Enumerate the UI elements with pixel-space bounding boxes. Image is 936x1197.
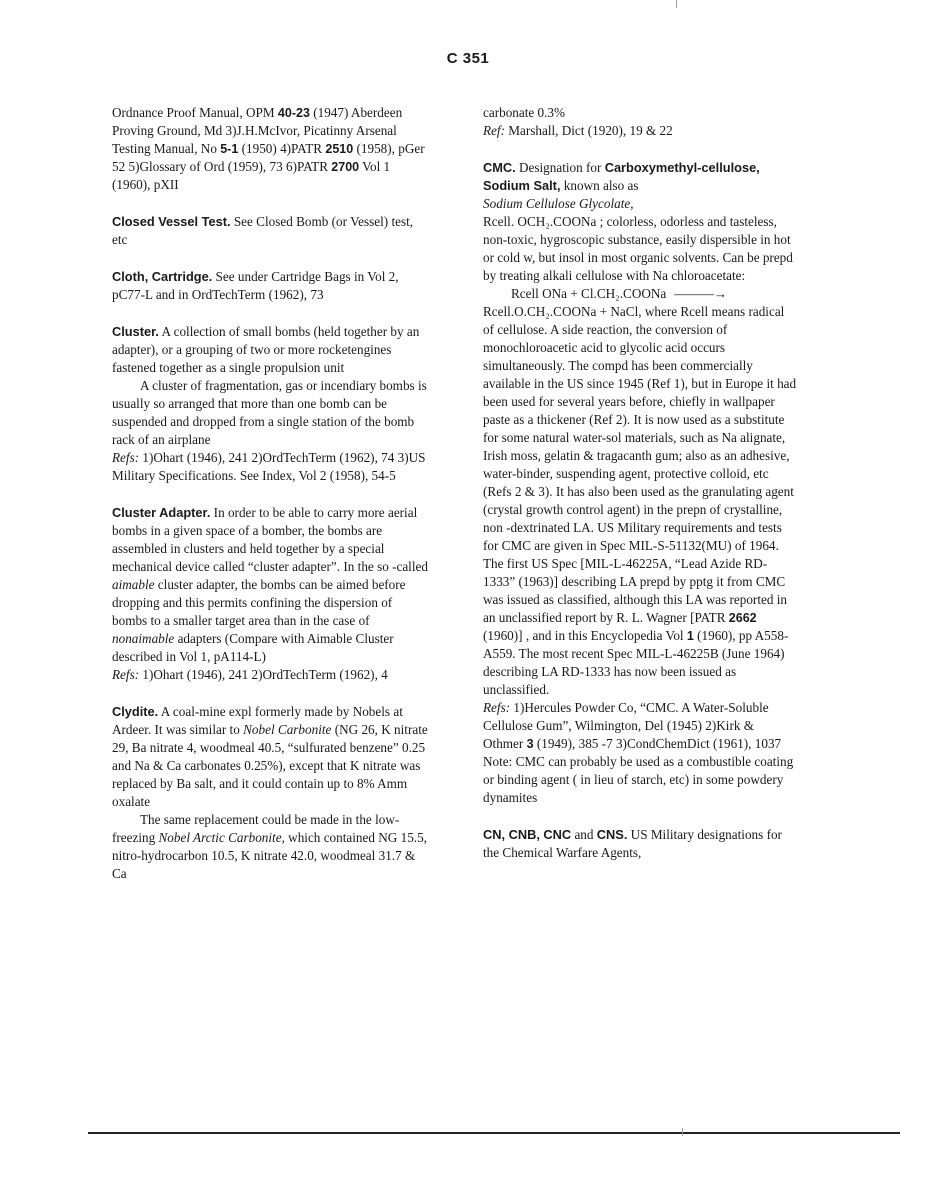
entry-heading: Clydite. <box>112 704 159 719</box>
entry-heading: CNS. <box>596 827 628 842</box>
refs-text: 1)Ohart (1946), 241 2)OrdTechTerm (1962), 74 3)US Military Specifications. See Index, Vol 2 (1958), 54-5 <box>112 450 426 483</box>
scan-mark <box>682 1128 683 1136</box>
entry-text: See Closed Bomb (or Vessel) test, etc <box>112 214 414 247</box>
entry-text: See under Cartridge Bags in Vol 2, pC77-L and in OrdTechTerm (1962), 73 <box>112 269 399 302</box>
page-header: C 351 <box>446 50 490 67</box>
entry-text: A cluster of fragmentation, gas or incendiary bombs is usually so arranged that more than one bomb can be suspended and dropped from a single station of the bomb rack of an airplane <box>112 378 427 447</box>
note-text: Note: CMC can probably be used as a combustible coating or binding agent ( in lieu of starch, etc) in some powdery dynamites <box>483 754 794 805</box>
bottom-rule <box>88 1132 900 1134</box>
entry-text: A collection of small bombs (held together by an adapter), or a grouping of two or more rocketengines fastened together as a single propulsion unit <box>112 324 420 375</box>
entry-heading: CMC. <box>483 160 516 175</box>
entry-continuation <box>112 104 428 194</box>
entry-cluster-adapter: Cluster Adapter. In order to be able to carry more aerial bombs in a given space of a bomber, the bombs are assembled in clusters and held together by a special mechanical device called “cluster adapter”. In the so -called aimable cluster adapter, the bombs can be aimed before dropping and this permits confining the dispersion of bombs to a smaller target area than in the case of nonaimable adapters (Compare with Aimable Cluster described in Vol 1, pA114-L) Refs: 1)Ohart (1946), 241 2)OrdTechTerm (1962), 4 <box>112 505 428 682</box>
right-column <box>483 104 797 881</box>
entry-clydite: Clydite. A coal-mine expl formerly made by Nobels at Ardeer. It was similar to Nobel Carbonite (NG 26, K nitrate 29, Ba nitrate 4, woodmeal 40.5, “sulfurated benzene” 0.25 and Na & Ca carbonates 0.25%), except that K nitrate was replaced by Ba salt, and it could contain up to 8% Amm oxalate The same replacement could be made in the low-freezing Nobel Arctic Carbonite, which contained NG 15.5, nitro-hydrocarbon 10.5, K nitrate 42.0, woodmeal 31.7 & Ca <box>112 704 428 881</box>
refs-text: Marshall, Dict (1920), 19 & 22 <box>504 123 673 138</box>
continuation-text: carbonate 0.3% <box>483 105 566 120</box>
arrow-icon: ———→ <box>674 286 727 301</box>
entry-heading: Closed Vessel Test. <box>112 214 231 229</box>
continuation-text: Ordnance Proof Manual, OPM 40-23 (1947) Aberdeen Proving Ground, Md 3)J.H.McIvor, Picatinny Arsenal Testing Manual, No 5-1 (1950) 4)PATR 2510 (1958), pGer 52 5)Glossary of Ord (1959), 73 6)PATR 2700 Vol 1 (1960), pXII <box>112 105 425 192</box>
entry-cn: CN, CNB, CNC and CNS. US Military designations for the Chemical Warfare Agents, <box>483 827 782 860</box>
chemical-equation: Rcell ONa + Cl.CH₂.COONa ———→ <box>511 286 727 301</box>
entry-heading: Cluster. <box>112 324 159 339</box>
scan-mark <box>676 0 677 8</box>
entry-continuation-right <box>483 104 797 140</box>
refs-text: 1)Ohart (1946), 241 2)OrdTechTerm (1962), 4 <box>139 667 388 682</box>
entry-heading: CN, CNB, CNC <box>483 827 572 842</box>
entry-closed-vessel-test <box>112 213 428 249</box>
entry-cmc: CMC. Designation for Carboxymethyl-cellulose, Sodium Salt, known also as Sodium Cellulose Glycolate, Rcell. OCH₂.COONa ; colorless, odorless and tasteless, non-toxic, hygroscopic substance, easily dispersible in hot or cold w, but insol in most organic solvents. Can be prepd by treating alkali cellulose with Na chloroacetate: Rcell ONa + Cl.CH₂.COONa ———→ Rcell.O.CH₂.COONa + NaCl, where Rcell means radical of cellulose. A side reaction, the conversion of monochloroacetic acid to glycolic acid occurs simultaneously. The compd has been commercially available in the US since 1945 (Ref 1), but in Europe it had been used for several years before, chiefly in wallpaper paste as a thickener (Ref 2). It is now used as a substitute for some natural water-sol materials, such as Na alignate, Irish moss, gelatin & tragacanth gum; also as an adhesive, water-binder, suspending agent, protective colloid, etc (Refs 2 & 3). It has also been used as the granulating agent (crystal growth control agent) in the prepn of crystalline, non -dextrinated LA. US Military requirements and tests for CMC are given in Spec MIL-S-51132(MU) of 1964. The first US Spec [MIL-L-46225A, “Lead Azide RD-1333” (1963)] describing LA prepd by pptg it from CMC was issued as classified, although this LA was reported in an unclassified report by R. L. Wagner [PATR 2662 (1960)] , and in this Encyclopedia Vol 1 (1960), pp A558-A559. The most recent Spec MIL-L-46225B (June 1964) describing LA RD-1333 has now been issued as unclassified. Refs: 1)Hercules Powder Co, “CMC. A Water-Soluble Cellulose Gum”, Wilmington, Del (1945) 2)Kirk & Othmer 3 (1949), 385 -7 3)CondChemDict (1961), 1037 Note: CMC can probably be used as a combustible coating or binding agent ( in lieu of starch, etc) in some powdery dynamites <box>483 160 797 805</box>
entry-cluster <box>112 323 428 485</box>
refs-label: Refs: <box>112 450 140 465</box>
refs-label: Ref: <box>483 123 505 138</box>
left-column <box>112 104 428 902</box>
refs-label: Refs: <box>483 700 511 715</box>
entry-heading: Cluster Adapter. <box>112 505 211 520</box>
entry-cloth-cartridge <box>112 268 428 304</box>
entry-heading: Cloth, Cartridge. <box>112 269 213 284</box>
entry-subheading: Carboxymethyl-cellulose, Sodium Salt, <box>483 160 760 193</box>
refs-label: Refs: <box>112 667 140 682</box>
